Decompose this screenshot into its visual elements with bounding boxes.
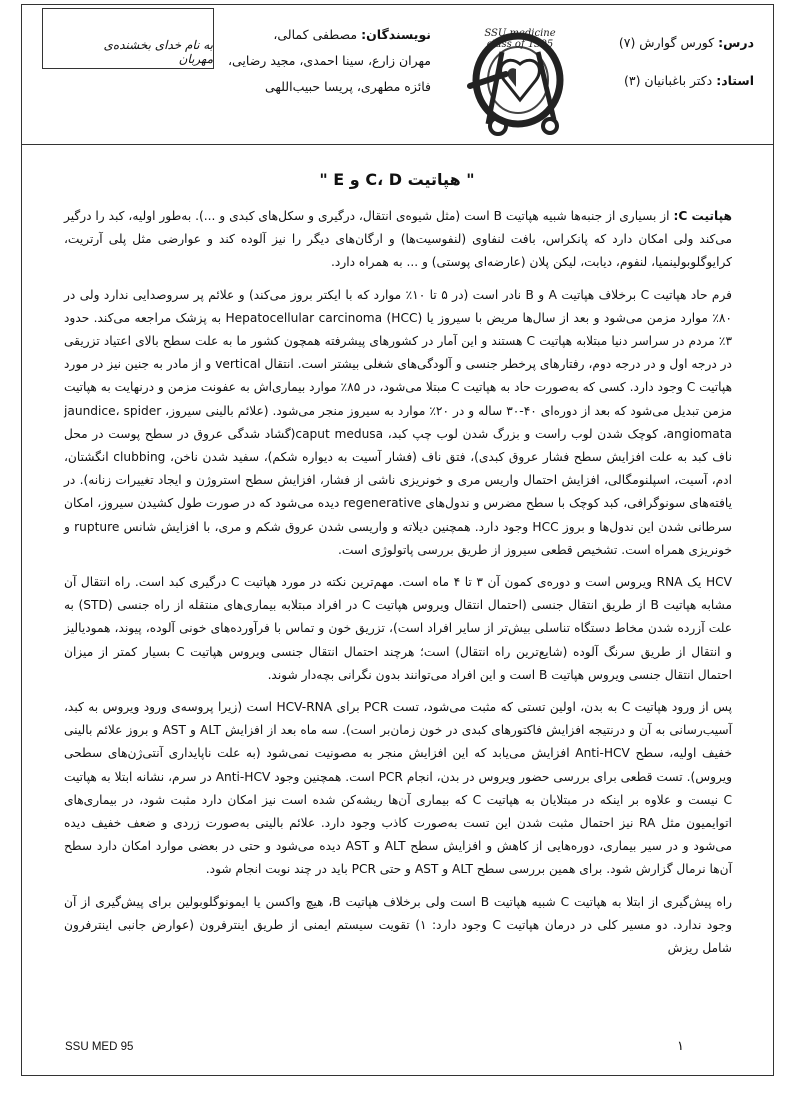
ssu-logo-icon [458,14,588,138]
paragraph-text: راه پیش‌گیری از ابتلا به هپاتیت C شبیه هپاتیت B است ولی برخلاف هپاتیت B، هیچ واکسن یا ایمونوگلوبولین برای پیش‌گیری از آن وجود ندارد. دو مسیر کلی در درمان هپاتیت C وجود دارد: ۱) تقویت سیستم ایمنی از طریق اینترفرون (عوارض جانبی اینترفرون شامل ریزش [64,894,733,956]
page-number: ۱ [677,1039,684,1054]
paragraph-2 [64,284,732,562]
paragraph-text: HCV یک RNA ویروس است و دوره‌ی کمون آن ۳ تا ۴ ماه است. مهم‌ترین نکته در مورد هپاتیت C درگیری کبد است. راه انتقال آن مشابه هپاتیت B از طریق انتقال جنسی (احتمال انتقال ویروس هپاتیت C در افراد مبتلابه بیماری‌های منتقله از راه جنسی (STD) به علت آزرده شدن مخاط دستگاه تناسلی بیش‌تر از سایر افراد است)، تزریق خون و تماس با فرآورده‌های خونی آلوده، پیوند، همودیالیز و انتقال از طریق سرنگ آلوده (شایع‌ترین راه انتقال) است؛ هرچند احتمال انتقال جنسی ویروس هپاتیت C بسیار کمتر از میزان احتمال انتقال جنسی ویروس هپاتیت B است و این افراد می‌توانند بدون نگرانی بچه‌دار شوند. [64,575,733,682]
paragraph-text: پس از ورود هپاتیت C به بدن، اولین تستی که مثبت می‌شود، تست PCR برای HCV-RNA است (زیرا پروسه‌ی ورود ویروس به کبد، آسیب‌رسانی به آن و درنتیجه افزایش فاکتورهای کبدی در خون زمان‌بر است). سه ماه بعد از افزایش ALT و AST و بروز علائم بالینی خفیف اولیه، سطح Anti-HCV افزایش می‌یابد که این افزایش منجر به مصونیت نمی‌شود (به علت ناپایداری آنتی‌ژن‌های سطحی ویروس). تست قطعی برای بررسی حضور ویروس در بدن، انجام PCR است. همچنین وجود Anti-HCV در سرم، نشانه ابتلا به هپاتیت C نیست و علاوه بر اینکه در مبتلایان به هپاتیت C که بیماری آن‌ها ریشه‌کن شده است نیز امکان دارد مثبت شود، در بیماری‌های اتوایمیون مثل RA نیز احتمال مثبت شدن این تست به‌صورت کاذب وجود دارد. علائم بالینی به‌صورت زردی و ضعف خفیف دیده می‌شود و در سیر بیماری، دوره‌هایی از کاهش و افزایش سطح ALT و AST دیده می‌شود و حتی در بعضی موارد امکان دارد سطح آن‌ها نرمال گزارش شود. برای همین بررسی سطح ALT و AST و حتی PCR باید در چند نوبت انجام شود. [64,700,733,877]
paragraph-1 [64,205,732,275]
footer-code: SSU MED 95 [65,1041,134,1053]
logo-text-line2: class of 1395 [486,39,554,50]
authors-line3: فائزه مطهری، پریسا حبیب‌اللهی [264,79,431,94]
logo-text-line1: SSU medicine [484,28,556,39]
authors-label: نویسندگان: [361,27,431,42]
bismillah: به نام خدای بخشنده‌ی مهربان [103,38,213,66]
paragraph-lead: هپاتیت C: [673,209,732,223]
authors-line1: مصطفی کمالی، [273,27,358,42]
course-info [619,24,754,100]
paragraph-3 [64,571,732,687]
body-text [64,205,732,969]
authors [181,22,431,100]
authors-line2: مهران زارع، سینا احمدی، مجید رضایی، [227,53,431,68]
teacher-value: دکتر باغبانیان (۳) [623,73,713,88]
paragraph-4 [64,696,732,882]
paragraph-5 [64,891,732,961]
page-title: " هپاتیت C، D و E " [319,170,475,189]
paragraph-text: از بسیاری از جنبه‌ها شبیه هپاتیت B است (مثل شیوه‌ی انتقال، درگیری و سکل‌های کبدی و ...). به‌طور اولیه، کبد را درگیر می‌کند ولی امکان دارد که پانکراس، بافت لنفاوی (لنفوسیت‌ها) و ارگان‌های دیگر را نیز آلوده کند و عوارضی مثل پلی آرتریت، کرایوگلوبولینمیا، لنفوم، دیابت، لیکن پلان (عارضه‌ای پوستی) و ... به همراه دارد. [64,209,732,270]
header [21,4,774,145]
course-value: کورس گوارش (۷) [618,35,715,50]
teacher-label: استاد: [716,73,754,88]
paragraph-text: فرم حاد هپاتیت C برخلاف هپاتیت A و B نادر است (در ۵ تا ۱۰٪ موارد که با ایکتر بروز می‌کند) و علائم پر سروصدایی ندارد ولی در ۸۰٪ موارد مزمن می‌شود و بعد از سال‌ها مریض با سیروز یا (HCC) Hepatocellular carcinoma به پزشک مراجعه می‌کند. حدود ۳٪ مردم در سراسر دنیا مبتلابه هپاتیت C هستند و این آمار در کشورهای پیشرفته همچون کشور ما به علت سطح بالای اعتیاد تزریقی در درجه اول و در درجه دوم، رفتارهای پرخطر جنسی و آلودگی‌های شغلی بیشتر است. انتقال vertical و از مادر به جنین نیز در مورد هپاتیت C وجود دارد. کسی که به‌صورت حاد به هپاتیت C مبتلا می‌شود، در ۸۵٪ موارد بیماری‌اش به عفونت مزمن و درنهایت به هپاتیت مزمن تبدیل می‌شود که بعد از دوره‌ای ۴۰-۳۰ ساله و در ۲۰٪ موارد به سیروز منجر می‌شود. (علائم بالینی سیروز، jaundice، spider angiomata، کوچک شدن لوب راست و بزرگ شدن لوب چپ کبد، caput medusa(گشاد شدگی عروق در سطح پوست در محل ناف کبد به علت افزایش سطح فشار عروق کبدی)، فتق ناف (فشار آسیت به دیواره شکم)، سفید شدن ناخن، clubbing انگشتان، ادم، آسیت، اسپلنومگالی، افزایش احتمال واریس مری و خونریزی ناشی از فشار، افزایش سطح استروژن و ایجاد تغییرات زنانه). در یافته‌های سونوگرافی، کبد کوچک با سطح مضرس و ندول‌های regenerative دیده می‌شود که در صورت طول کشیدن سیروز، امکان سرطانی شدن این ندول‌ها و بروز HCC وجود دارد. همچنین دیلاته و واریسی شدن عروق شکم و مری، با افزایش شانس rupture و خونریزی همراه است. تشخیص قطعی سیروز از طریق بررسی پاتولوژی است. [64,287,733,557]
bismillah-box [42,8,214,69]
course-label: درس: [718,35,754,50]
